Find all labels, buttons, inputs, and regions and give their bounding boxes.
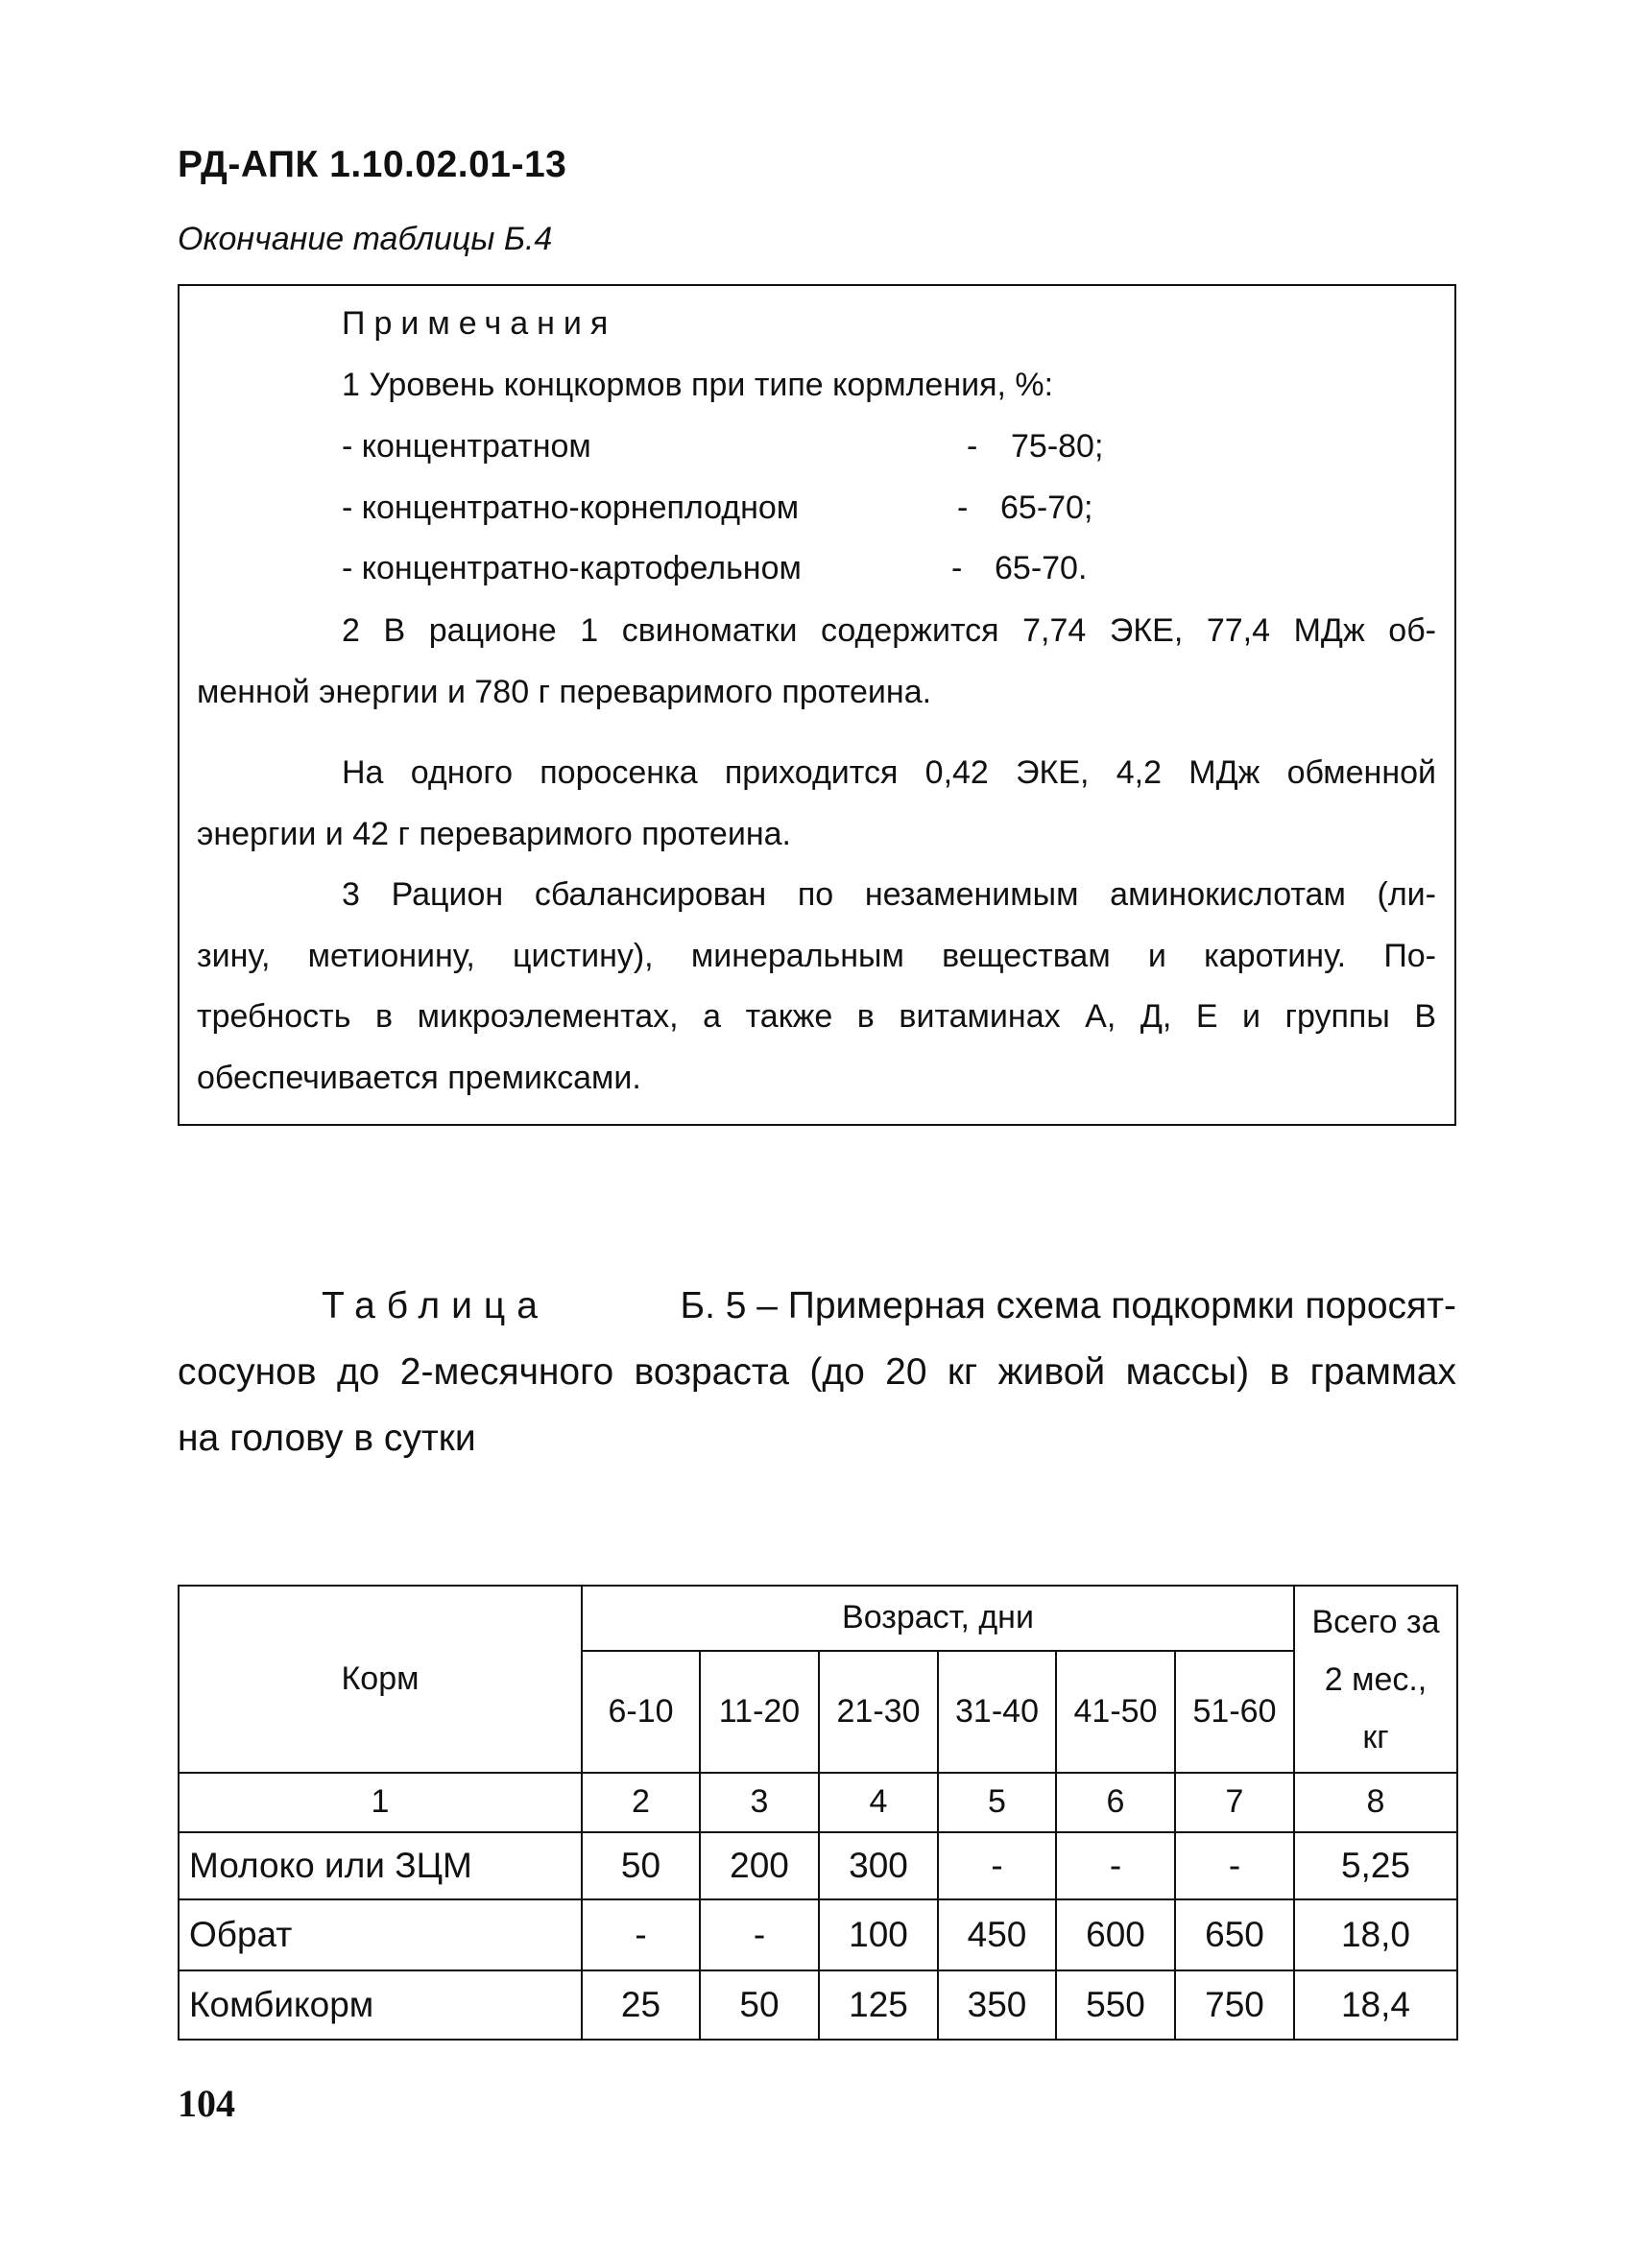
table-row xyxy=(179,1899,1457,1970)
column-number: 2 xyxy=(582,1773,700,1832)
column-number: 3 xyxy=(700,1773,819,1832)
feeding-type-name: - концентратно-картофельном xyxy=(342,550,802,586)
note-3-line: зину, метионину, цистину), минеральным веществам и каротину. По- xyxy=(197,938,1436,974)
table-cell: 650 xyxy=(1175,1899,1294,1970)
page-number: 104 xyxy=(178,2082,235,2125)
table-cell: 125 xyxy=(819,1970,938,2040)
notes-box xyxy=(178,284,1456,1126)
column-number: 6 xyxy=(1056,1773,1175,1832)
table-cell: 450 xyxy=(938,1899,1056,1970)
feeding-type-dash: - xyxy=(951,550,963,586)
header-age-range: 51-60 xyxy=(1175,1651,1294,1773)
column-number: 5 xyxy=(938,1773,1056,1832)
feeding-table xyxy=(178,1585,1458,2041)
table-cell: - xyxy=(938,1832,1056,1899)
table-continuation-label: Окончание таблицы Б.4 xyxy=(178,221,553,257)
document-code: РД-АПК 1.10.02.01-13 xyxy=(178,144,567,185)
feeding-type-row xyxy=(342,428,1206,470)
header-feed: Корм xyxy=(179,1586,582,1773)
header-age-range: 6-10 xyxy=(582,1651,700,1773)
table-caption-line: на голову в сутки xyxy=(178,1418,476,1459)
header-age: Возраст, дни xyxy=(582,1586,1294,1651)
table-cell: 300 xyxy=(819,1832,938,1899)
feeding-type-dash: - xyxy=(967,428,978,465)
table-caption-label: Таблица xyxy=(322,1285,549,1326)
header-total xyxy=(1294,1586,1457,1773)
table-row xyxy=(179,1970,1457,2040)
total-cell: 18,0 xyxy=(1294,1899,1457,1970)
column-number: 8 xyxy=(1294,1773,1457,1832)
table-cell: 25 xyxy=(582,1970,700,2040)
table-cell: - xyxy=(1056,1832,1175,1899)
header-total-line: кг xyxy=(1362,1718,1389,1755)
feeding-type-value: 65-70. xyxy=(995,550,1088,586)
header-age-range: 41-50 xyxy=(1056,1651,1175,1773)
total-cell: 5,25 xyxy=(1294,1832,1457,1899)
header-age-range: 11-20 xyxy=(700,1651,819,1773)
feed-name: Обрат xyxy=(179,1899,582,1970)
feeding-type-row xyxy=(342,489,1206,532)
header-age-range: 31-40 xyxy=(938,1651,1056,1773)
column-number: 4 xyxy=(819,1773,938,1832)
column-number: 7 xyxy=(1175,1773,1294,1832)
header-total-line: Всего за xyxy=(1311,1603,1440,1640)
table-cell: 350 xyxy=(938,1970,1056,2040)
note-3-line: требность в микроэлементах, а также в витаминах А, Д, Е и группы В xyxy=(197,998,1436,1035)
feeding-table-wrap xyxy=(178,1585,1458,2041)
column-number-row xyxy=(179,1773,1457,1832)
header-total-line: 2 мес., xyxy=(1324,1660,1428,1698)
table-cell: 750 xyxy=(1175,1970,1294,2040)
feeding-type-row xyxy=(342,550,1206,592)
note-2-line: менной энергии и 780 г переваримого протеина. xyxy=(197,674,932,710)
table-cell: 600 xyxy=(1056,1899,1175,1970)
column-number: 1 xyxy=(179,1773,582,1832)
table-cell: 50 xyxy=(582,1832,700,1899)
table-cell: - xyxy=(700,1899,819,1970)
table-cell: - xyxy=(1175,1832,1294,1899)
note-3-line: 3 Рацион сбалансирован по незаменимым аминокислотам (ли- xyxy=(342,876,1436,913)
note-3-line: обеспечивается премиксами. xyxy=(197,1060,641,1096)
note-2b-line: На одного поросенка приходится 0,42 ЭКЕ, 4,2 МДж обменной xyxy=(342,754,1436,791)
table-cell: - xyxy=(582,1899,700,1970)
feeding-type-value: 65-70; xyxy=(1000,489,1093,526)
table-caption-line: сосунов до 2-месячного возраста (до 20 кг живой массы) в граммах xyxy=(178,1351,1456,1393)
feeding-type-name: - концентратном xyxy=(342,428,591,465)
header-age-range: 21-30 xyxy=(819,1651,938,1773)
feeding-type-value: 75-80; xyxy=(1011,428,1104,465)
table-cell: 200 xyxy=(700,1832,819,1899)
feeding-type-name: - концентратно-корнеплодном xyxy=(342,489,800,526)
note-2b-line: энергии и 42 г переваримого протеина. xyxy=(197,816,791,852)
table-caption-line xyxy=(322,1285,1456,1327)
feed-name: Комбикорм xyxy=(179,1970,582,2040)
note-1-intro: 1 Уровень концкормов при типе кормления, %: xyxy=(342,367,1054,403)
table-cell: 550 xyxy=(1056,1970,1175,2040)
table-cell: 100 xyxy=(819,1899,938,1970)
total-cell: 18,4 xyxy=(1294,1970,1457,2040)
note-2-line: 2 В рационе 1 свиноматки содержится 7,74 ЭКЕ, 77,4 МДж об- xyxy=(342,612,1436,649)
feed-name: Молоко или ЗЦМ xyxy=(179,1832,582,1899)
feeding-type-dash: - xyxy=(957,489,969,526)
table-caption-title: Б. 5 – Примерная схема подкормки поросят- xyxy=(680,1285,1456,1326)
notes-title: Примечания xyxy=(342,305,617,342)
table-cell: 50 xyxy=(700,1970,819,2040)
table-row xyxy=(179,1832,1457,1899)
